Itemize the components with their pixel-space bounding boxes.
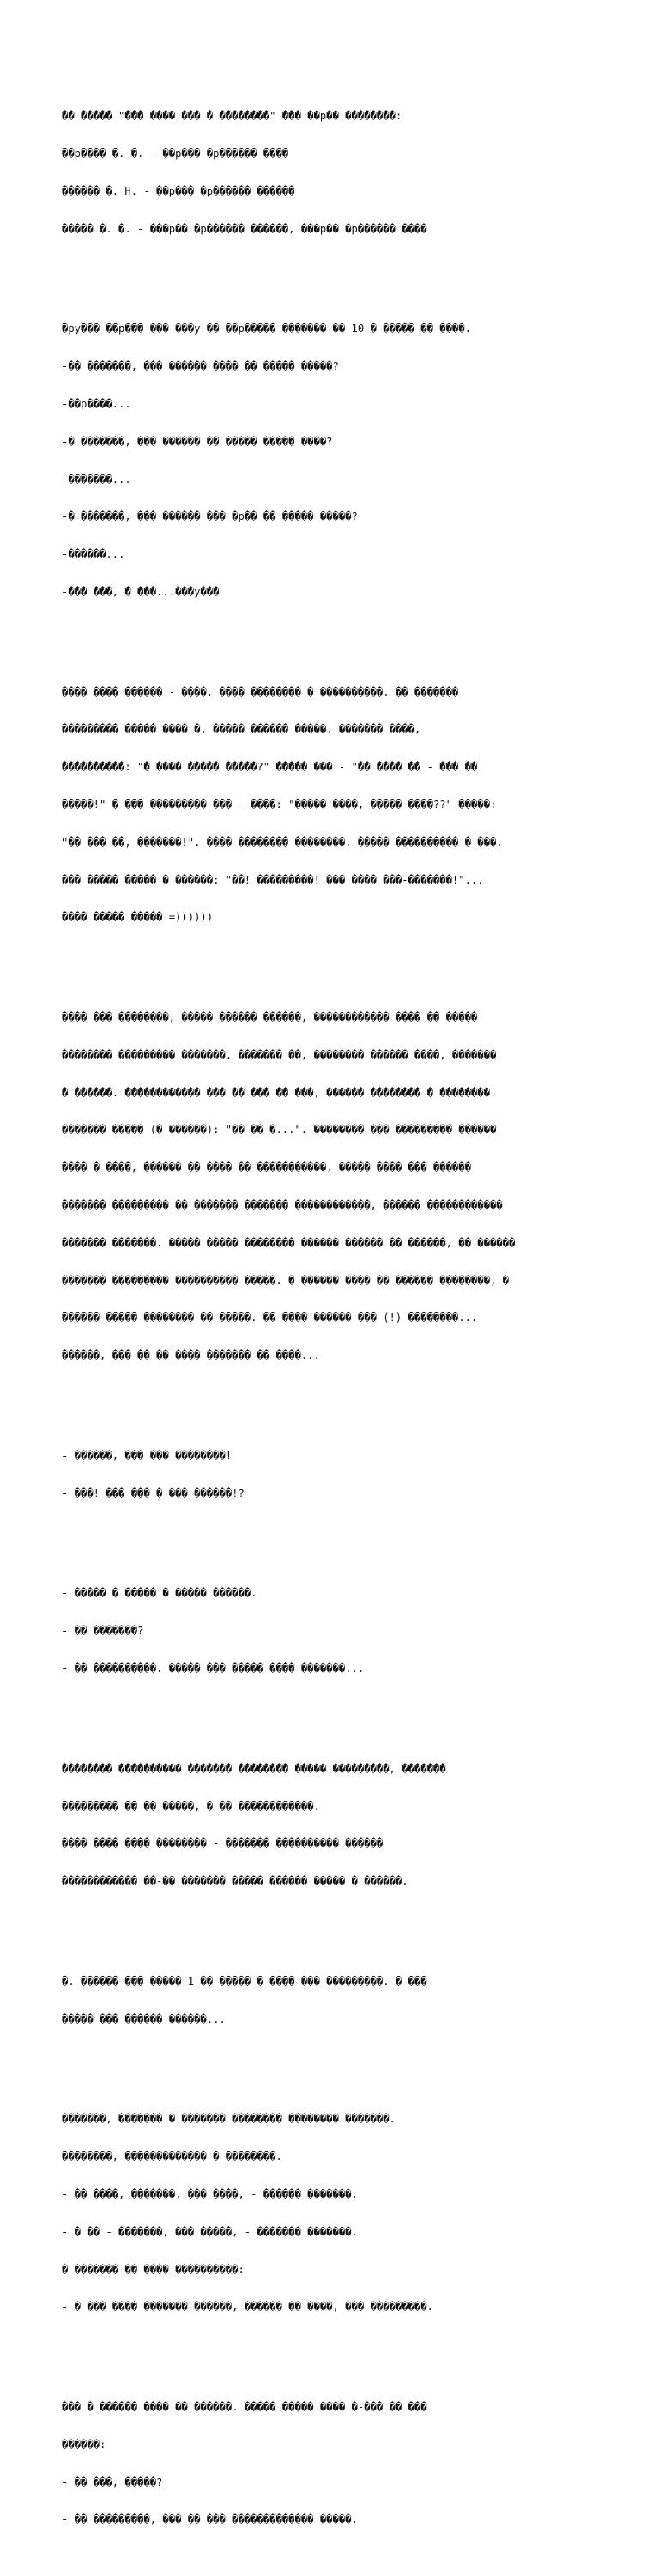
text-line: ��� ����� ����� � ������: "��! ���������! ��� ���� ���-�������!"... [62,873,484,886]
document-body [62,60,645,2576]
text-line: - � �� - �������, ��� �����, - ������� �������. [62,2225,358,2238]
text-line: ��� � ������ ���� �� ������. ����� ����� ���� �-��� �� ��� [62,2401,427,2414]
text-line: ���� ��� ��������, ����� ������ ������, ������������ ���� �� ����� [62,1011,478,1024]
text-line: ���� � ����, ������ �� ���� �� �����������, ����� ���� ��� ������ [62,1161,471,1174]
text-line: - �� ���, �����? [62,2476,163,2489]
text-line: ������� ����� (� ������): "�� �� �...". �������� ��� ��������� ������ [62,1124,497,1137]
text-line: -�� �������, ��� ������ ���� �� ����� �����? [62,360,339,373]
paragraph-6 [62,1562,645,1700]
text-line: ��������� ����� ���� �, ����� ������ �����, ������� ����, [62,723,421,736]
text-line: ����������: "� ���� ����� �����?" ����� ��� - "�� ���� �� - ��� �� [62,761,478,774]
text-line: � ������. ������������ ��� �� ��� �� ���, ������ �������� � �������� [62,1086,490,1099]
text-line: - ����� � ����� � ����� ������. [62,1587,257,1600]
text-line: ��р���� �. �. - ��р��� �р������ ���� [62,148,289,160]
text-line: �������, ������� � ������� �������� �������� �������. [62,2113,396,2126]
text-line: �. ������ ��� ����� 1-�� ����� � ����-��� ���������. � ��� [62,1975,427,1988]
text-line: ������ �. Н. - ��р��� �р������ ������ [62,184,295,197]
text-line: ���� ���� ���� �������� - ������� ���������� ������ [62,1837,384,1850]
text-line: ��������� �� �� �����, � �� ������������. [62,1800,320,1813]
text-line: �����!" � ��� ��������� ��� - ����: "����� ����, ����� ����??" �����: [62,799,497,811]
text-line: �ру��� ��р��� ��� ���у �� ��р����� ������� �� 10-� ����� �� ����. [62,323,471,335]
text-line: - �� �������? [62,1625,144,1638]
paragraph-8 [62,1951,645,2051]
text-line: ������� ��������� �� ������� ������� ������������, ������ ������������ [62,1199,503,1212]
text-line: ������������ ��-�� ������� ����� ������ ����� � ������. [62,1875,408,1888]
text-line: - ���! ��� ��� � ��� ������!? [62,1487,245,1499]
text-line: -� �������, ��� ������ �� ����� ����� ����? [62,435,333,448]
text-line: � ������� �� ���� ����������: [62,2263,245,2276]
paragraph-1 [62,85,645,260]
text-line: - ������, ��� ��� ��������! [62,1449,233,1462]
paragraph-9 [62,2088,645,2338]
text-line: ����� �. �. - ���р�� �р������ ������, ���р�� �р������ ���� [62,222,427,235]
text-line: ���� ����� ����� =)))))) [62,911,214,924]
paragraph-2 [62,298,645,623]
text-line: �������� ���������� ������� �������� ����� ���������, ������� [62,1762,446,1775]
text-line: - �� ����, �������, ��� ����, - ������ �������. [62,2187,358,2200]
paragraph-4 [62,986,645,1387]
text-line: ������: [62,2438,106,2451]
text-line: "�� ��� ��, �������!". ���� �������� ��������. ����� ���������� � ���. [62,836,503,848]
paragraph-5 [62,1425,645,1525]
text-line: ������� �������. ����� ����� �������� ������ ������ �� ������, �� ������ [62,1236,516,1249]
text-line: �� ����� "��� ���� ��� � ��������" ��� ��р�� ��������: [62,110,402,123]
text-line: ����� ��� ������ ������... [62,2012,226,2025]
text-line: ��������, ������������� � ��������. [62,2151,282,2163]
text-line: ������� ��������� ���������� �����. � ������ ���� �� ������ ��������, � [62,1274,509,1287]
paragraph-7 [62,1738,645,1913]
text-line: ������ ����� �������� �� �����. �� ���� ������ ��� (!) ��������... [62,1312,478,1324]
text-line: ���� ���� ������ - ����. ���� �������� � ����������. �� ������� [62,685,459,698]
text-line: -�������... [62,473,131,486]
text-line: -��р����... [62,398,131,411]
text-line: - � ��� ���� ������� ������, ������ �� ����, ��� ���������. [62,2301,433,2314]
text-line: - �� ����������. ����� ��� ����� ���� �������... [62,1662,365,1674]
text-line: -� �������, ��� ������ ��� �р�� �� ����� �����? [62,510,358,523]
text-line: -��� ���, � ���...���у��� [62,585,220,598]
text-line: - �� ���������, ��� �� ��� ������������� �����. [62,2513,358,2526]
paragraph-10 [62,2376,645,2551]
text-line: �������� ��������� �������. ������� ��, �������� ������ ����, ������� [62,1048,497,1061]
text-line: -������... [62,548,125,561]
text-line: ������, ��� �� �� ���� ������� �� ����... [62,1349,320,1362]
paragraph-3 [62,661,645,950]
